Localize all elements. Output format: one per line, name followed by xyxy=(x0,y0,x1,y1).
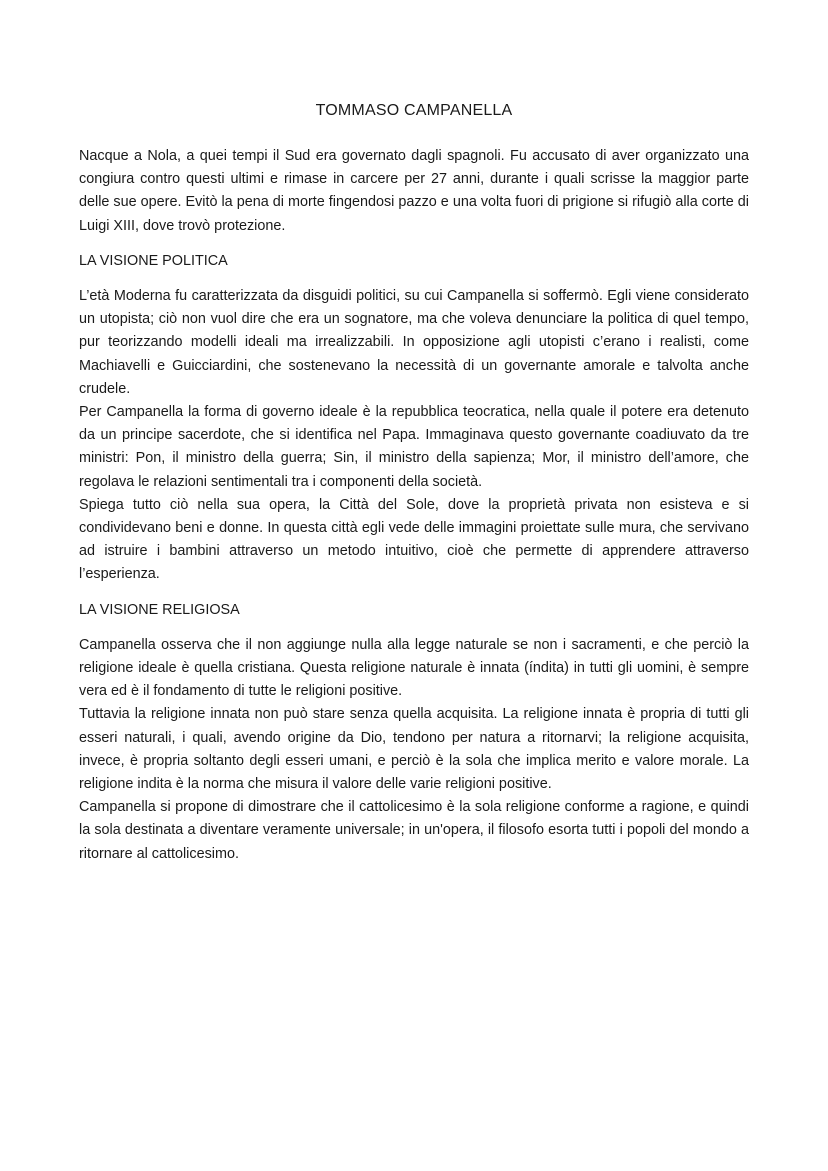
politica-paragraph-2: Per Campanella la forma di governo ideale è la repubblica teocratica, nella quale il potere era detenuto da un principe sacerdote, che si identifica nel Papa. Immaginava questo governante coadiuvato da tre ministri: Pon, il ministro della guerra; Sin, il ministro della sapienza; Mor, il ministro dell’amore, che regolava le relazioni sentimentali tra i componenti della società. xyxy=(79,404,749,490)
politica-paragraph-1: L’età Moderna fu caratterizzata da disguidi politici, su cui Campanella si soffermò. Egli viene considerato un utopista; ciò non vuol dire che era un sognatore, ma che voleva denunciare la politica di quel tempo, pur teorizzando modelli ideali ma irrealizzabili. In opposizione agli utopisti c’erano i realisti, come Machiavelli e Guicciardini, che sostenevano la necessità di un governante amorale e talvolta anche crudele. xyxy=(79,288,749,397)
section-heading-religiosa: LA VISIONE RELIGIOSA xyxy=(79,601,240,618)
section-religiosa xyxy=(79,599,749,866)
religiosa-paragraph-1: Campanella osserva che il non aggiunge nulla alla legge naturale se non i sacramenti, e che perciò la religione ideale è quella cristiana. Questa religione naturale è innata (índita) in tutti gli uomini, è sempre vera ed è il fondamento di tutte le religioni positive. xyxy=(79,636,749,700)
intro-paragraph: Nacque a Nola, a quei tempi il Sud era governato dagli spagnoli. Fu accusato di aver organizzato una congiura contro questi ultimi e rimase in carcere per 27 anni, durante i quali scrisse la maggior parte delle sue opere. Evitò la pena di morte fingendosi pazzo e una volta fuori di prigione si rifugiò alla corte di Luigi XIII, dove trovò protezione. xyxy=(79,148,749,234)
politica-paragraph-3: Spiega tutto ciò nella sua opera, la Città del Sole, dove la proprietà privata non esisteva e si condividevano beni e donne. In questa città egli vede delle immagini proiettate sulle mura, che servivano ad istruire i bambini attraverso un metodo intuitivo, cioè che permette di apprendere attraverso l’esperienza. xyxy=(79,496,749,583)
section-heading-politica: LA VISIONE POLITICA xyxy=(79,252,228,269)
religiosa-paragraph-3: Campanella si propone di dimostrare che il cattolicesimo è la sola religione conforme a ragione, e quindi la sola destinata a diventare veramente universale; in un'opera, il filosofo esorta tutti i popoli del mondo a ritornare al cattolicesimo. xyxy=(79,799,749,862)
religiosa-paragraph-2: Tuttavia la religione innata non può stare senza quella acquisita. La religione innata è propria di tutti gli esseri naturali, i quali, avendo origine da Dio, tendono per natura a ritornarvi; la religione acquisita, invece, è propria soltanto degli esseri umani, e perciò è la sola che implica merito e valore morale. La religione indita è la norma che misura il valore delle varie religioni positive. xyxy=(79,706,749,793)
section-politica xyxy=(79,250,749,587)
document-title: TOMMASO CAMPANELLA xyxy=(315,102,513,119)
document-page xyxy=(79,99,749,866)
